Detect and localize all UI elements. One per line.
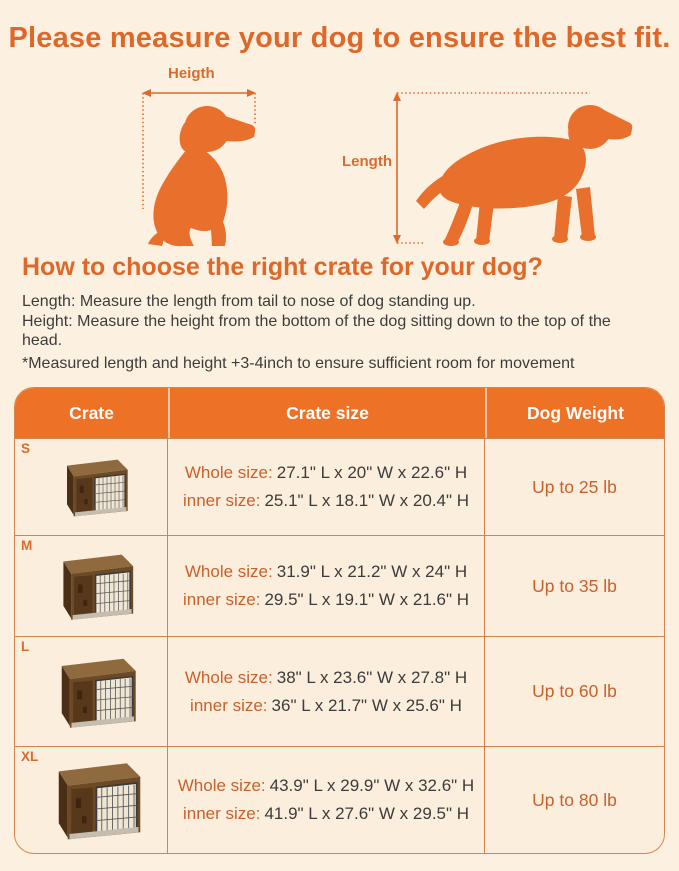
inner-size-line	[183, 491, 469, 511]
inner-size-value: 36" L x 21.7" W x 25.6" H	[271, 695, 462, 715]
dog-weight-cell-xl	[485, 746, 664, 853]
size-tag-m: M	[21, 538, 33, 554]
whole-size-line	[178, 776, 474, 796]
guide-height-instruction: Height: Measure the height from the bottom of the dog sitting down to the top of the head.	[22, 312, 611, 350]
sitting-dog-illustration	[138, 87, 264, 249]
size-table	[14, 387, 665, 854]
whole-size-label: Whole size:	[184, 667, 273, 687]
standing-dog-illustration	[388, 87, 634, 253]
inner-size-value: 29.5" L x 19.1" W x 21.6" H	[264, 590, 470, 610]
whole-size-label: Whole size:	[184, 562, 273, 582]
guide-section	[22, 253, 657, 373]
measurement-illustrations	[0, 55, 679, 247]
dog-weight-cell-l	[485, 636, 664, 746]
crate-size-cell-xl	[168, 746, 485, 853]
whole-size-value: 27.1" L x 20" W x 22.6" H	[276, 463, 468, 483]
inner-size-label: inner size:	[182, 491, 261, 511]
table-header-dog-weight: Dog Weight	[485, 388, 664, 438]
crate-image-l	[42, 653, 140, 731]
crate-cell-xl	[15, 746, 168, 853]
whole-size-line	[185, 668, 467, 688]
dog-weight-cell-m	[485, 535, 664, 636]
whole-size-label: Whole size:	[184, 463, 273, 483]
inner-size-value: 41.9" L x 27.6" W x 29.5" H	[264, 804, 470, 824]
guide-footnote: *Measured length and height +3-4inch to ensure sufficient room for movement	[22, 354, 575, 372]
crate-cell-l	[15, 636, 168, 746]
inner-size-label: inner size:	[190, 695, 268, 715]
crate-cell-m	[15, 535, 168, 636]
whole-size-value: 43.9" L x 29.9" W x 32.6" H	[269, 776, 475, 796]
size-tag-xl: XL	[21, 749, 39, 765]
size-tag-s: S	[21, 441, 31, 457]
crate-size-cell-s	[168, 438, 485, 535]
crate-size-cell-m	[168, 535, 485, 636]
table-header-crate: Crate	[15, 388, 168, 438]
size-tag-l: L	[21, 639, 30, 655]
weight-value: Up to 60 lb	[532, 681, 617, 702]
inner-size-line	[183, 804, 469, 824]
weight-value: Up to 80 lb	[532, 789, 617, 810]
inner-size-label: inner size:	[182, 804, 261, 824]
whole-size-value: 31.9" L x 21.2" W x 24" H	[276, 562, 468, 582]
length-measure-label: Length	[342, 153, 392, 170]
inner-size-label: inner size:	[182, 590, 261, 610]
guide-length-instruction: Length: Measure the length from tail to nose of dog standing up.	[22, 293, 476, 310]
crate-cell-s	[15, 438, 168, 535]
height-measure-label: Heigth	[168, 65, 215, 82]
table-header-crate-size: Crate size	[168, 388, 485, 438]
crate-image-s	[51, 455, 131, 519]
crate-size-cell-l	[168, 636, 485, 746]
inner-size-line	[190, 696, 462, 716]
dog-weight-cell-s	[485, 438, 664, 535]
inner-size-value: 25.1" L x 18.1" W x 20.4" H	[264, 491, 470, 511]
page-title: Please measure your dog to ensure the best fit.	[8, 22, 671, 54]
weight-value: Up to 35 lb	[532, 575, 617, 596]
standing-dog-silhouette	[416, 105, 632, 246]
whole-size-line	[185, 463, 467, 483]
crate-image-xl	[37, 757, 145, 843]
guide-heading: How to choose the right crate for your dog?	[22, 253, 543, 281]
inner-size-line	[183, 590, 469, 610]
sitting-dog-silhouette	[148, 106, 255, 246]
weight-value: Up to 25 lb	[532, 476, 617, 497]
whole-size-label: Whole size:	[177, 776, 266, 796]
whole-size-value: 38" L x 23.6" W x 27.8" H	[276, 667, 468, 687]
crate-image-m	[45, 549, 137, 623]
infographic-page	[0, 22, 679, 871]
whole-size-line	[185, 562, 467, 582]
